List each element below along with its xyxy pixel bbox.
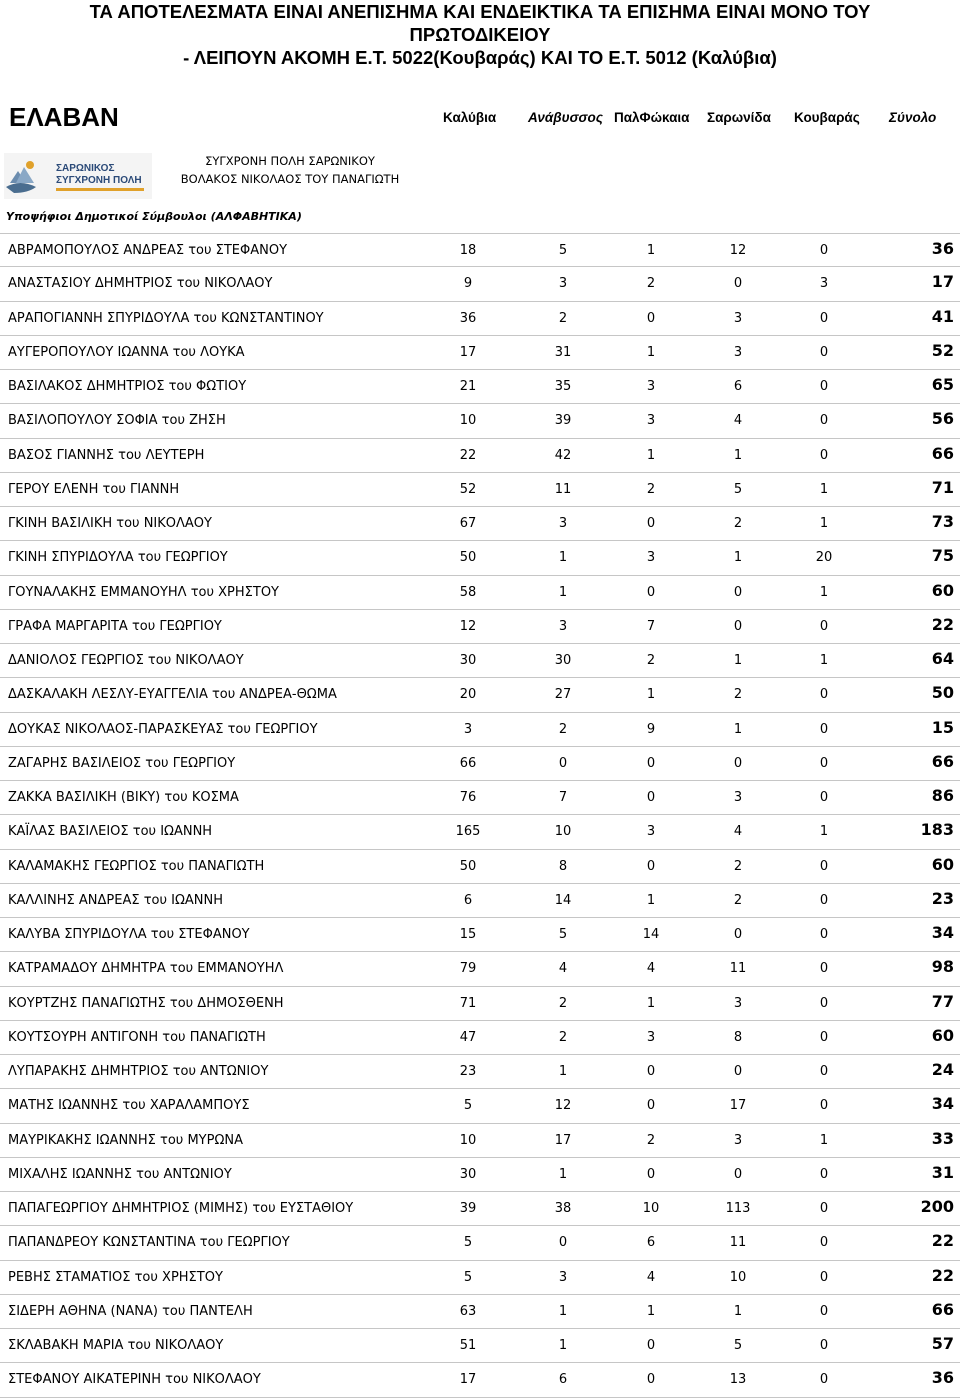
candidate-name: ΡΕΒΗΣ ΣΤΑΜΑΤΙΟΣ του ΧΡΗΣΤΟΥ	[8, 1269, 223, 1285]
vote-cell: 0	[819, 1029, 829, 1045]
vote-cell: 0	[646, 310, 656, 326]
total-cell: 60	[931, 1025, 954, 1045]
party-name: ΣΥΓΧΡΟΝΗ ΠΟΛΗ ΣΑΡΩΝΙΚΟΥ	[205, 154, 375, 168]
vote-cell: 4	[558, 961, 568, 977]
total-cell: 36	[931, 1368, 954, 1388]
notice-line-3: - ΛΕΙΠΟΥΝ ΑΚΟΜΗ Ε.Τ. 5022(Κουβαράς) ΚΑΙ ΤΟ Ε.Τ. 5012 (Καλύβια)	[183, 47, 777, 68]
table-row	[0, 1261, 960, 1295]
vote-cell: 2	[733, 516, 743, 531]
vote-cell: 66	[459, 755, 477, 771]
vote-cell: 3	[733, 995, 743, 1011]
table-row	[0, 1021, 960, 1055]
table-row	[0, 439, 960, 473]
vote-cell: 14	[642, 927, 660, 942]
vote-cell: 0	[646, 790, 656, 805]
vote-cell: 11	[729, 961, 747, 977]
total-cell: 60	[931, 580, 954, 600]
table-row	[0, 267, 960, 301]
vote-cell: 23	[459, 1064, 477, 1079]
candidate-name: ΑΒΡΑΜΟΠΟΥΛΟΣ ΑΝΔΡΕΑΣ του ΣΤΕΦΑΝΟΥ	[8, 243, 288, 258]
vote-cell: 8	[733, 1029, 743, 1045]
vote-cell: 0	[733, 1064, 743, 1079]
column-header-kouvaras: Κουβαράς	[794, 110, 860, 125]
vote-cell: 0	[819, 1098, 829, 1114]
table-row	[0, 336, 960, 370]
candidate-name: ΓΚΙΝΗ ΒΑΣΙΛΙΚΗ του ΝΙΚΟΛΑΟΥ	[8, 516, 212, 531]
total-cell: 66	[931, 1299, 954, 1319]
vote-cell: 4	[646, 961, 656, 977]
vote-cell: 0	[819, 1064, 829, 1079]
results-notice	[0, 0, 960, 69]
vote-cell: 2	[558, 310, 568, 326]
vote-cell: 3	[646, 550, 656, 566]
vote-cell: 21	[459, 379, 477, 394]
vote-cell: 1	[558, 1303, 568, 1319]
vote-cell: 0	[819, 1269, 829, 1285]
table-row	[0, 987, 960, 1021]
vote-cell: 11	[554, 481, 572, 497]
vote-cell: 0	[819, 1166, 829, 1182]
vote-cell: 1	[819, 1132, 829, 1148]
column-header-kalyvia: Καλύβια	[443, 110, 497, 125]
table-row	[0, 1158, 960, 1192]
table-row	[0, 370, 960, 404]
candidate-name: ΚΑΤΡΑΜΑΔΟΥ ΔΗΜΗΤΡΑ του ΕΜΜΑΝΟΥΗΛ	[8, 961, 284, 977]
candidate-name: ΓΡΑΦΑ ΜΑΡΓΑΡΙΤΑ του ΓΕΩΡΓΙΟΥ	[8, 618, 222, 634]
vote-cell: 5	[463, 1235, 473, 1251]
vote-cell: 12	[459, 618, 477, 634]
candidates-table	[0, 233, 960, 1398]
vote-cell: 0	[733, 276, 743, 292]
party-logo	[4, 153, 152, 199]
vote-cell: 1	[819, 584, 829, 600]
vote-cell: 3	[733, 310, 743, 326]
vote-cell: 2	[558, 721, 568, 737]
logo-text-1: ΣΑΡΩΝΙΚΟΣ	[56, 163, 115, 174]
vote-cell: 9	[646, 721, 656, 737]
vote-cell: 39	[554, 413, 572, 429]
vote-cell: 0	[819, 379, 829, 394]
vote-cell: 2	[558, 995, 568, 1011]
vote-cell: 1	[733, 1303, 743, 1319]
vote-cell: 3	[558, 1269, 568, 1285]
candidate-name: ΣΤΕΦΑΝΟΥ ΑΙΚΑΤΕΡΙΝΗ του ΝΙΚΟΛΑΟΥ	[8, 1372, 261, 1388]
vote-cell: 0	[646, 516, 656, 531]
table-row	[0, 507, 960, 541]
table-row	[0, 1329, 960, 1363]
table-row	[0, 610, 960, 644]
total-cell: 98	[931, 957, 954, 977]
vote-cell: 0	[819, 413, 829, 429]
party-leader: ΒΟΛΑΚΟΣ ΝΙΚΟΛΑΟΣ ΤΟΥ ΠΑΝΑΓΙΩΤΗ	[180, 172, 400, 186]
vote-cell: 71	[459, 995, 477, 1011]
candidate-name: ΒΑΣΟΣ ΓΙΑΝΝΗΣ του ΛΕΥΤΕΡΗ	[8, 447, 205, 463]
vote-cell: 0	[819, 721, 829, 737]
vote-cell: 1	[733, 721, 743, 737]
vote-cell: 3	[646, 824, 656, 840]
total-cell: 23	[931, 888, 954, 908]
vote-cell: 39	[459, 1201, 477, 1216]
vote-cell: 0	[819, 1235, 829, 1251]
vote-cell: 47	[459, 1029, 477, 1045]
candidate-name: ΚΑΪΛΑΣ ΒΑΣΙΛΕΙΟΣ του ΙΩΑΝΝΗ	[8, 824, 213, 840]
vote-cell: 79	[459, 961, 477, 977]
vote-cell: 10	[554, 824, 572, 840]
vote-cell: 1	[733, 653, 743, 668]
logo-text-2: ΣΥΓΧΡΟΝΗ ΠΟΛΗ	[56, 175, 142, 186]
vote-cell: 0	[819, 687, 829, 703]
vote-cell: 1	[646, 243, 656, 258]
vote-cell: 0	[819, 1303, 829, 1319]
vote-cell: 58	[459, 584, 477, 600]
column-headers	[0, 110, 960, 130]
vote-cell: 52	[459, 481, 477, 497]
candidate-name: ΑΝΑΣΤΑΣΙΟΥ ΔΗΜΗΤΡΙΟΣ του ΝΙΚΟΛΑΟΥ	[8, 276, 273, 292]
vote-cell: 5	[558, 243, 568, 258]
vote-cell: 17	[459, 344, 477, 360]
vote-cell: 0	[819, 344, 829, 360]
vote-cell: 12	[729, 243, 747, 258]
vote-cell: 35	[554, 379, 572, 394]
total-cell: 17	[931, 272, 954, 292]
vote-cell: 0	[646, 1166, 656, 1182]
vote-cell: 38	[554, 1201, 572, 1216]
candidate-name: ΑΥΓΕΡΟΠΟΥΛΟΥ ΙΩΑΝΝΑ του ΛΟΥΚΑ	[8, 344, 245, 360]
vote-cell: 0	[819, 892, 829, 908]
vote-cell: 0	[819, 447, 829, 463]
vote-cell: 0	[733, 584, 743, 600]
table-row	[0, 541, 960, 575]
vote-cell: 3	[558, 516, 568, 531]
table-row	[0, 1295, 960, 1329]
vote-cell: 30	[459, 653, 477, 668]
candidate-name: ΚΟΥΤΣΟΥΡΗ ΑΝΤΙΓΟΝΗ του ΠΑΝΑΓΙΩΤΗ	[8, 1029, 266, 1045]
vote-cell: 1	[558, 550, 568, 566]
vote-cell: 1	[733, 550, 743, 566]
table-row	[0, 302, 960, 336]
vote-cell: 5	[733, 1338, 743, 1353]
vote-cell: 17	[729, 1098, 747, 1114]
candidate-name: ΚΑΛΛΙΝΗΣ ΑΝΔΡΕΑΣ του ΙΩΑΝΝΗ	[8, 892, 224, 908]
candidate-name: ΖΑΚΚΑ ΒΑΣΙΛΙΚΗ (ΒΙΚΥ) του ΚΟΣΜΑ	[8, 790, 239, 805]
vote-cell: 4	[733, 824, 743, 840]
total-cell: 71	[931, 477, 954, 497]
column-header-total: Σύνολο	[889, 110, 937, 125]
vote-cell: 2	[646, 653, 656, 668]
candidate-name: ΑΡΑΠΟΓΙΑΝΝΗ ΣΠΥΡΙΔΟΥΛΑ του ΚΩΝΣΤΑΝΤΙΝΟΥ	[8, 310, 324, 326]
candidate-name: ΜΑΤΗΣ ΙΩΑΝΝΗΣ του ΧΑΡΑΛΑΜΠΟΥΣ	[8, 1098, 250, 1114]
vote-cell: 2	[733, 858, 743, 874]
vote-cell: 7	[558, 790, 568, 805]
vote-cell: 0	[819, 858, 829, 874]
total-cell: 22	[931, 1265, 954, 1285]
vote-cell: 7	[646, 618, 656, 634]
candidate-name: ΚΑΛΥΒΑ ΣΠΥΡΙΔΟΥΛΑ του ΣΤΕΦΑΝΟΥ	[8, 927, 250, 942]
vote-cell: 1	[646, 344, 656, 360]
candidate-name: ΠΑΠΑΝΔΡΕΟΥ ΚΩΝΣΤΑΝΤΙΝΑ του ΓΕΩΡΓΙΟΥ	[8, 1235, 290, 1251]
candidate-name: ΔΟΥΚΑΣ ΝΙΚΟΛΑΟΣ-ΠΑΡΑΣΚΕΥΑΣ του ΓΕΩΡΓΙΟΥ	[8, 721, 318, 737]
vote-cell: 0	[819, 961, 829, 977]
vote-cell: 0	[558, 1235, 568, 1251]
candidate-name: ΓΕΡΟΥ ΕΛΕΝΗ του ΓΙΑΝΝΗ	[8, 481, 180, 497]
vote-cell: 165	[455, 824, 481, 840]
total-cell: 86	[931, 786, 954, 805]
vote-cell: 0	[819, 1372, 829, 1388]
candidate-name: ΛΥΠΑΡΑΚΗΣ ΔΗΜΗΤΡΙΟΣ του ΑΝΤΩΝΙΟΥ	[8, 1064, 269, 1079]
total-cell: 73	[931, 512, 954, 531]
vote-cell: 3	[733, 790, 743, 805]
vote-cell: 13	[729, 1372, 747, 1388]
vote-cell: 1	[819, 481, 829, 497]
vote-cell: 0	[646, 858, 656, 874]
vote-cell: 0	[819, 927, 829, 942]
vote-cell: 2	[646, 1132, 656, 1148]
table-row	[0, 884, 960, 918]
vote-cell: 0	[819, 995, 829, 1011]
table-row	[0, 781, 960, 815]
vote-cell: 0	[733, 1166, 743, 1182]
total-cell: 33	[931, 1128, 954, 1148]
candidate-name: ΚΑΛΑΜΑΚΗΣ ΓΕΩΡΓΙΟΣ του ΠΑΝΑΓΙΩΤΗ	[8, 858, 265, 874]
table-row	[0, 1226, 960, 1260]
total-cell: 34	[931, 923, 954, 942]
vote-cell: 10	[459, 413, 477, 429]
total-cell: 34	[931, 1094, 954, 1114]
vote-cell: 3	[646, 379, 656, 394]
vote-cell: 30	[459, 1166, 477, 1182]
vote-cell: 8	[558, 858, 568, 874]
candidate-name: ΒΑΣΙΛΑΚΟΣ ΔΗΜΗΤΡΙΟΣ του ΦΩΤΙΟΥ	[8, 379, 247, 394]
vote-cell: 12	[554, 1098, 572, 1114]
vote-cell: 20	[459, 687, 477, 703]
total-cell: 52	[931, 340, 954, 360]
vote-cell: 1	[558, 1338, 568, 1353]
column-header-palfokaia: ΠαλΦώκαια	[614, 110, 690, 125]
vote-cell: 17	[459, 1372, 477, 1388]
vote-cell: 4	[646, 1269, 656, 1285]
vote-cell: 50	[459, 858, 477, 874]
candidates-subheading: Υποψήφιοι Δημοτικοί Σύμβουλοι (ΑΛΦΑΒΗΤΙΚΑ)	[6, 210, 302, 223]
table-row	[0, 678, 960, 712]
total-cell: 56	[931, 409, 954, 429]
total-cell: 60	[931, 854, 954, 874]
vote-cell: 1	[558, 1064, 568, 1079]
table-row	[0, 1124, 960, 1158]
vote-cell: 5	[463, 1269, 473, 1285]
vote-cell: 0	[819, 790, 829, 805]
vote-cell: 42	[554, 447, 572, 463]
table-row	[0, 815, 960, 849]
vote-cell: 0	[646, 1372, 656, 1388]
total-cell: 22	[931, 614, 954, 634]
vote-cell: 10	[729, 1269, 747, 1285]
table-row	[0, 850, 960, 884]
vote-cell: 0	[558, 755, 568, 771]
vote-cell: 0	[733, 927, 743, 942]
total-cell: 41	[931, 306, 954, 326]
party-info	[160, 152, 420, 188]
vote-cell: 51	[459, 1338, 477, 1353]
vote-cell: 11	[729, 1235, 747, 1251]
vote-cell: 1	[646, 995, 656, 1011]
vote-cell: 18	[459, 243, 477, 258]
vote-cell: 6	[733, 379, 743, 394]
vote-cell: 6	[646, 1235, 656, 1251]
vote-cell: 3	[819, 276, 829, 292]
vote-cell: 0	[819, 755, 829, 771]
table-row	[0, 473, 960, 507]
vote-cell: 1	[646, 892, 656, 908]
vote-cell: 1	[646, 687, 656, 703]
table-row	[0, 644, 960, 678]
total-cell: 66	[931, 443, 954, 463]
candidate-name: ΜΑΥΡΙΚΑΚΗΣ ΙΩΑΝΝΗΣ του ΜΥΡΩΝΑ	[8, 1132, 244, 1148]
table-row	[0, 1192, 960, 1226]
vote-cell: 14	[554, 892, 572, 908]
notice-line-2: ΠΡΩΤΟΔΙΚΕΙΟΥ	[409, 24, 551, 45]
vote-cell: 20	[815, 550, 833, 566]
vote-cell: 0	[819, 310, 829, 326]
table-row	[0, 918, 960, 952]
vote-cell: 1	[819, 653, 829, 668]
total-cell: 24	[931, 1060, 954, 1079]
vote-cell: 0	[819, 1201, 829, 1216]
total-cell: 200	[920, 1197, 954, 1216]
table-row	[0, 713, 960, 747]
vote-cell: 0	[646, 755, 656, 771]
candidate-name: ΖΑΓΑΡΗΣ ΒΑΣΙΛΕΙΟΣ του ΓΕΩΡΓΙΟΥ	[8, 755, 236, 771]
vote-cell: 0	[646, 1064, 656, 1079]
total-cell: 64	[931, 649, 954, 668]
vote-cell: 0	[733, 755, 743, 771]
vote-cell: 4	[733, 413, 743, 429]
vote-cell: 3	[558, 276, 568, 292]
vote-cell: 50	[459, 550, 477, 566]
vote-cell: 5	[733, 481, 743, 497]
vote-cell: 10	[459, 1132, 477, 1148]
candidate-name: ΜΙΧΑΛΗΣ ΙΩΑΝΝΗΣ του ΑΝΤΩΝΙΟΥ	[8, 1166, 232, 1182]
vote-cell: 0	[646, 584, 656, 600]
vote-cell: 67	[459, 516, 477, 531]
total-cell: 66	[931, 751, 954, 771]
vote-cell: 30	[554, 653, 572, 668]
vote-cell: 15	[459, 927, 477, 942]
total-cell: 50	[931, 683, 954, 703]
notice-line-1: ΤΑ ΑΠΟΤΕΛΕΣΜΑΤΑ ΕΙΝΑΙ ΑΝΕΠΙΣΗΜΑ ΚΑΙ ΕΝΔΕΙΚΤΙΚΑ ΤΑ ΕΠΙΣΗΜΑ ΕΙΝΑΙ ΜΟΝΟ ΤΟΥ	[89, 1, 871, 22]
column-header-anavyssos: Ανάβυσσος	[528, 110, 603, 125]
page-heading: ΕΛΑΒΑΝ	[9, 102, 119, 132]
table-row	[0, 1055, 960, 1089]
vote-cell: 5	[558, 927, 568, 942]
candidate-name: ΣΚΛΑΒΑΚΗ ΜΑΡΙΑ του ΝΙΚΟΛΑΟΥ	[8, 1338, 224, 1353]
vote-cell: 2	[558, 1029, 568, 1045]
vote-cell: 0	[819, 1338, 829, 1353]
vote-cell: 27	[554, 687, 572, 703]
vote-cell: 3	[733, 1132, 743, 1148]
vote-cell: 6	[463, 892, 473, 908]
total-cell: 183	[920, 820, 954, 840]
total-cell: 65	[931, 375, 954, 394]
total-cell: 22	[931, 1231, 954, 1251]
candidate-name: ΔΑΝΙΟΛΟΣ ΓΕΩΡΓΙΟΣ του ΝΙΚΟΛΑΟΥ	[8, 653, 244, 668]
candidate-name: ΚΟΥΡΤΖΗΣ ΠΑΝΑΓΙΩΤΗΣ του ΔΗΜΟΣΘΕΝΗ	[8, 995, 284, 1011]
vote-cell: 9	[463, 276, 473, 292]
vote-cell: 3	[646, 413, 656, 429]
vote-cell: 22	[459, 447, 477, 463]
table-row	[0, 233, 960, 267]
vote-cell: 3	[733, 344, 743, 360]
total-cell: 31	[931, 1162, 954, 1182]
total-cell: 75	[931, 546, 954, 566]
vote-cell: 63	[459, 1303, 477, 1319]
vote-cell: 1	[646, 1303, 656, 1319]
vote-cell: 2	[733, 687, 743, 703]
candidate-name: ΠΑΠΑΓΕΩΡΓΙΟΥ ΔΗΜΗΤΡΙΟΣ (ΜΙΜΗΣ) του ΕΥΣΤΑΘΙΟΥ	[8, 1201, 354, 1216]
table-row	[0, 747, 960, 781]
vote-cell: 1	[819, 516, 829, 531]
vote-cell: 0	[646, 1338, 656, 1353]
total-cell: 15	[931, 717, 954, 737]
vote-cell: 0	[819, 618, 829, 634]
table-row	[0, 1363, 960, 1397]
vote-cell: 6	[558, 1372, 568, 1388]
vote-cell: 1	[646, 447, 656, 463]
total-cell: 36	[931, 239, 954, 258]
vote-cell: 5	[463, 1098, 473, 1114]
column-header-saronida: Σαρωνίδα	[707, 110, 771, 125]
table-row	[0, 952, 960, 986]
vote-cell: 1	[558, 1166, 568, 1182]
vote-cell: 0	[733, 618, 743, 634]
candidate-name: ΓΟΥΝΑΛΑΚΗΣ ΕΜΜΑΝΟΥΗΛ του ΧΡΗΣΤΟΥ	[8, 584, 279, 600]
vote-cell: 113	[725, 1201, 751, 1216]
vote-cell: 3	[463, 721, 473, 737]
vote-cell: 10	[642, 1201, 660, 1216]
table-row	[0, 576, 960, 610]
vote-cell: 76	[459, 790, 477, 805]
vote-cell: 31	[554, 344, 572, 360]
vote-cell: 0	[819, 243, 829, 258]
vote-cell: 2	[646, 276, 656, 292]
vote-cell: 1	[558, 584, 568, 600]
vote-cell: 1	[733, 447, 743, 463]
vote-cell: 1	[819, 824, 829, 840]
vote-cell: 0	[646, 1098, 656, 1114]
total-cell: 77	[931, 991, 954, 1011]
vote-cell: 17	[554, 1132, 572, 1148]
total-cell: 57	[931, 1334, 954, 1353]
candidate-name: ΓΚΙΝΗ ΣΠΥΡΙΔΟΥΛΑ του ΓΕΩΡΓΙΟΥ	[8, 550, 228, 566]
candidate-name: ΣΙΔΕΡΗ ΑΘΗΝΑ (ΝΑΝΑ) του ΠΑΝΤΕΛΗ	[8, 1303, 253, 1319]
table-row	[0, 1089, 960, 1123]
vote-cell: 3	[646, 1029, 656, 1045]
vote-cell: 2	[733, 892, 743, 908]
vote-cell: 2	[646, 481, 656, 497]
vote-cell: 36	[459, 310, 477, 326]
candidate-name: ΔΑΣΚΑΛΑΚΗ ΛΕΣΛΥ-ΕΥΑΓΓΕΛΙΑ του ΑΝΔΡΕΑ-ΘΩΜΑ	[8, 687, 337, 703]
candidate-name: ΒΑΣΙΛΟΠΟΥΛΟΥ ΣΟΦΙΑ του ΖΗΣΗ	[8, 413, 226, 429]
vote-cell: 3	[558, 618, 568, 634]
table-row	[0, 404, 960, 438]
